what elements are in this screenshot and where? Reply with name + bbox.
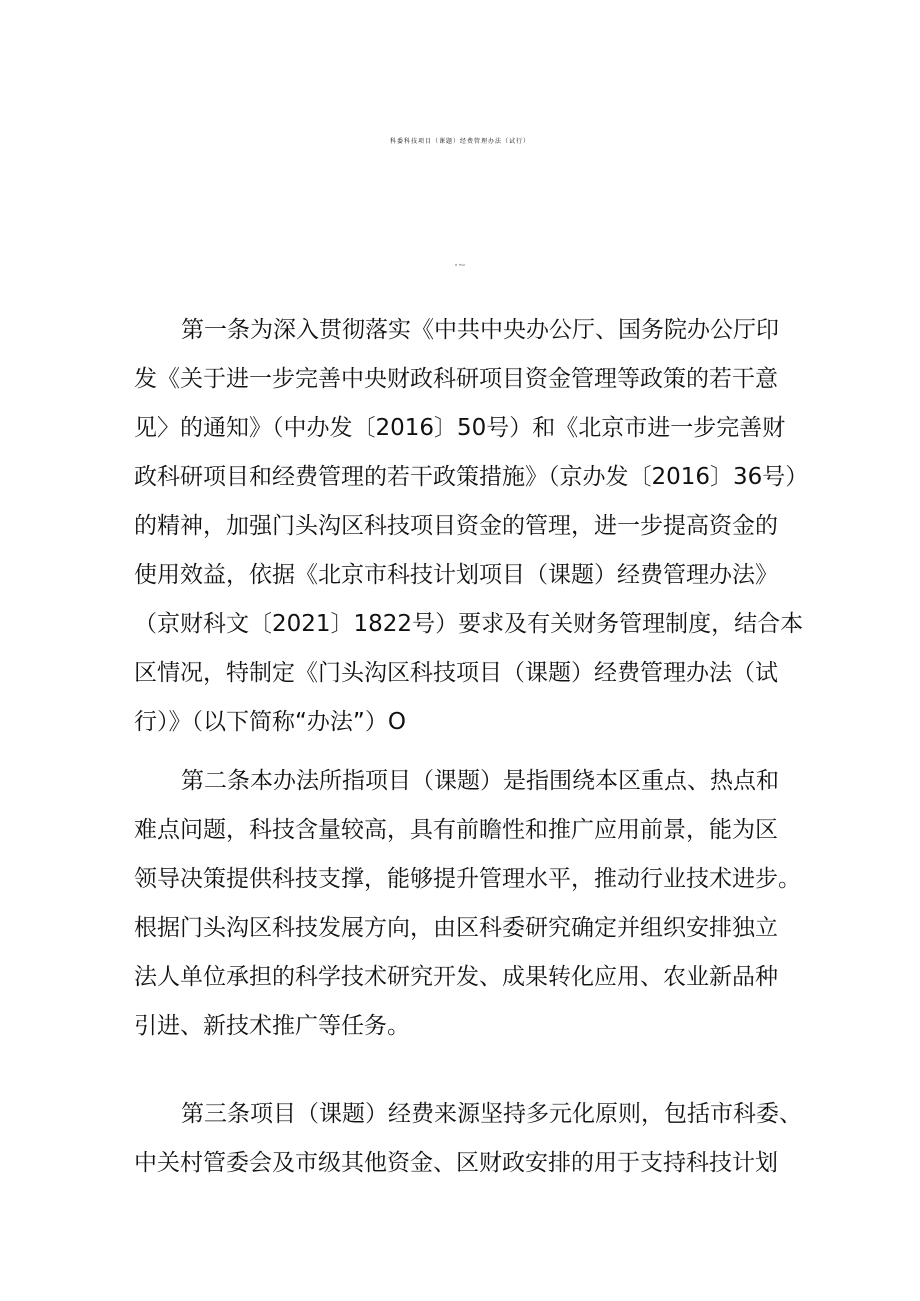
article-2-line: 法人单位承担的科学技术研究开发、成果转化应用、农业新品种: [134, 964, 778, 990]
article-2-line: 难点问题，科技含量较高，具有前瞻性和推广应用前景，能为区: [134, 817, 778, 843]
article-2-line: 根据门头沟区科技发展方向，由区科委研究确定并组织安排独立: [134, 915, 778, 941]
article-3-line: 中关村管委会及市级其他资金、区财政安排的用于支持科技计划: [134, 1150, 778, 1176]
article-2-line: 引进、新技术推广等任务。: [134, 1013, 410, 1039]
chapter-heading: 第一章总则: [454, 265, 465, 267]
document-title: 科委科技项目（课题）经费管理办法（试行）: [389, 138, 530, 145]
article-1-line: 区情况，特制定《门头沟区科技项目（课题）经费管理办法（试: [134, 660, 778, 686]
article-2-line: 领导决策提供科技支撑，能够提升管理水平，推动行业技术进步。: [134, 866, 801, 892]
article-1-line: 行）》（以下简称“办法”）O: [134, 709, 406, 735]
article-1-line: （京财科文〔2021〕1822号）要求及有关财务管理制度，结合本: [134, 611, 804, 637]
article-1-line: 的精神，加强门头沟区科技项目资金的管理，进一步提高资金的: [134, 513, 778, 539]
article-1-line: 政科研项目和经费管理的若干政策措施》（京办发〔2016〕36号）: [134, 464, 809, 490]
article-2-line: 第二条本办法所指项目（课题）是指围绕本区重点、热点和: [181, 768, 779, 794]
article-1-line: 见〉的通知》（中办发〔2016〕50号）和《北京市进一步完善财: [134, 415, 786, 441]
article-1-line: 使用效益，依据《北京市科技计划项目（课题）经费管理办法》: [134, 562, 778, 588]
article-1-line: 第一条为深入贯彻落实《中共中央办公厅、国务院办公厅印: [181, 317, 779, 343]
article-3-line: 第三条项目（课题）经费来源坚持多元化原则，包括市科委、: [181, 1101, 802, 1127]
article-1-line: 发《关于进一步完善中央财政科研项目资金管理等政策的若干意: [134, 366, 778, 392]
